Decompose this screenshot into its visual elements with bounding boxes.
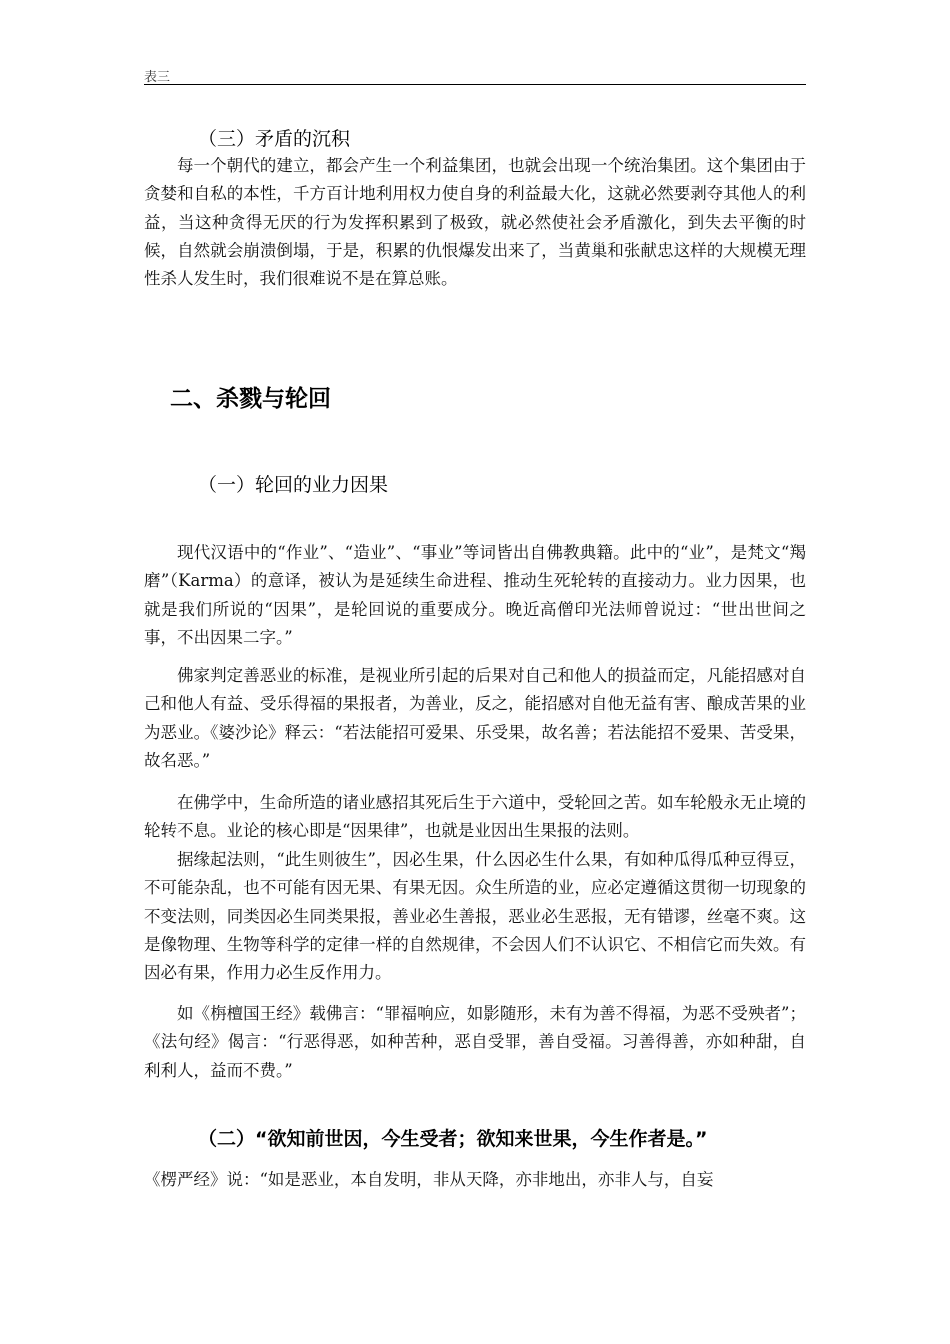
section-heading-karma-causality: （一）轮回的业力因果 <box>198 474 389 496</box>
paragraph: 据缘起法则，“此生则彼生”，因必生果，什么因必生什么果，有如种瓜得瓜种豆得豆，不可能杂乱，也不可能有因无果、有果无因。众生所造的业，应必定遵循这贯彻一切现象的不变法则，同类因必生同类果报，善业必生善报，恶业必生恶报，无有错谬，丝毫不爽。这是像物理、生物等科学的定律一样的自然规律，不会因人们不认识它、不相信它而失效。有因必有果，作用力必生反作用力。 <box>144 850 806 983</box>
section-heading-contradiction-accumulation: （三）矛盾的沉积 <box>198 128 351 150</box>
paragraph: 如《栴檀国王经》载佛言：“罪福响应，如影随形，未有为善不得福，为恶不受殃者”；《法句经》偈言：“行恶得恶，如种苦种，恶自受罪，善自受福。习善得善，亦如种甜，自利利人，益而不费。” <box>144 1004 806 1080</box>
running-header: 表三 <box>144 70 171 85</box>
paragraph: 在佛学中，生命所造的诸业感招其死后生于六道中，受轮回之苦。如车轮般永无止境的轮转不息。业论的核心即是“因果律”，也就是业因出生果报的法则。 <box>144 793 806 841</box>
header-rule <box>144 84 806 85</box>
paragraph: 现代汉语中的“作业”、“造业”、“事业”等词皆出自佛教典籍。此中的“业”，是梵文“羯磨”（Karma）的意译，被认为是延续生命进程、推动生死轮转的直接动力。业力因果，也就是我们所说的“因果”，是轮回说的重要成分。晚近高僧印光法师曾说过：“世出世间之事，不出因果二字。” <box>144 543 806 647</box>
paragraph: 每一个朝代的建立，都会产生一个利益集团，也就会出现一个统治集团。这个集团由于贪婪和自私的本性，千方百计地利用权力使自身的利益最大化，这就必然要剥夺其他人的利益，当这种贪得无厌的行为发挥积累到了极致，就必然使社会矛盾激化，到失去平衡的时候，自然就会崩溃倒塌，于是，积累的仇恨爆发出来了，当黄巢和张献忠这样的大规模无理性杀人发生时，我们很难说不是在算总账。 <box>144 156 806 289</box>
paragraph: 佛家判定善恶业的标准，是视业所引起的后果对自己和他人的损益而定，凡能招感对自己和他人有益、受乐得福的果报者，为善业，反之，能招感对自他无益有害、酿成苦果的业为恶业。《婆沙论》释云：“若法能招可爱果、乐受果，故名善；若法能招不爱果、苦受果，故名恶。” <box>144 666 806 770</box>
section-heading-past-and-future-lives: （二）“欲知前世因，今生受者；欲知来世果，今生作者是。” <box>198 1128 708 1150</box>
paragraph: 《楞严经》说：“如是恶业，本自发明，非从天降，亦非地出，亦非人与，自妄 <box>144 1170 714 1189</box>
chapter-heading-killing-and-samsara: 二、杀戮与轮回 <box>170 386 331 412</box>
